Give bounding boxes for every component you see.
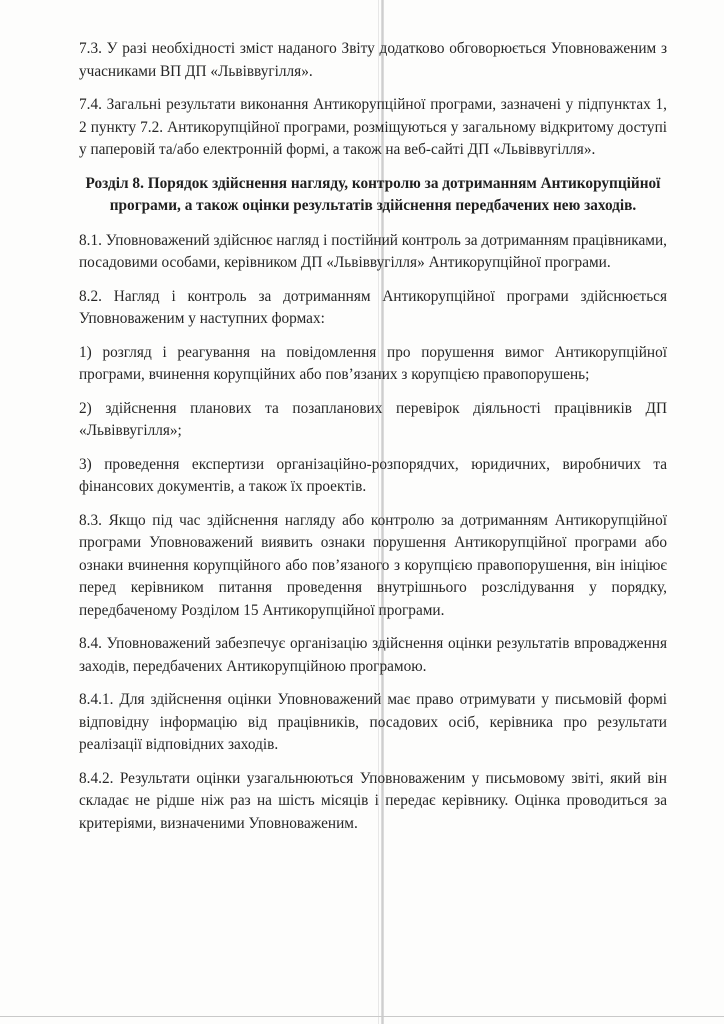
paragraph-8-2: 8.2. Нагляд і контроль за дотриманням Антикорупційної програми здійснюється Уповноваженим у наступних формах: [79,287,667,327]
section-8-heading: Розділ 8. Порядок здійснення нагляду, контролю за дотриманням Антикорупційної програми, а також оцінки результатів здійснення передбачених нею заходів. [85,174,661,214]
list-item-3: 3) проведення експертизи організаційно-розпорядчих, юридичних, виробничих та фінансових документів, а також їх проектів. [79,455,667,495]
list-item-2: 2) здійснення планових та позапланових перевірок діяльності працівників ДП «Львіввугілля»; [79,399,667,439]
paragraph-7-4: 7.4. Загальні результати виконання Антикорупційної програми, зазначені у підпунктах 1, 2 пункту 7.2. Антикорупційної програми, розміщуються у загальному відкритому доступі у паперовій та/або електронній формі, а також на веб-сайті ДП «Львіввугілля». [79,96,667,158]
scan-bottom-edge [0,1016,724,1017]
paragraph-8-4: 8.4. Уповноважений забезпечує організацію здійснення оцінки результатів впровадження заходів, передбачених Антикорупційною програмою. [79,635,667,675]
list-item-1: 1) розгляд і реагування на повідомлення про порушення вимог Антикорупційної програми, вчинення корупційних або пов’язаних з корупцією правопорушень; [79,343,667,383]
paragraph-7-3: 7.3. У разі необхідності зміст наданого Звіту додатково обговорюється Уповноваженим з учасниками ВП ДП «Львіввугілля». [79,40,667,80]
paragraph-8-1: 8.1. Уповноважений здійснює нагляд і постійний контроль за дотриманням працівниками, посадовими особами, керівником ДП «Львіввугілля» Антикорупційної програми. [79,231,667,271]
paragraph-8-4-2: 8.4.2. Результати оцінки узагальнюються Уповноваженим у письмовому звіті, який він складає не рідше ніж раз на шість місяців і передає керівнику. Оцінка проводиться за критеріями, визначеними Уповноваженим. [79,769,667,832]
paragraph-8-4-1: 8.4.1. Для здійснення оцінки Уповноважений має право отримувати у письмовій формі відповідну інформацію від працівників, посадових осіб, керівника про результати реалізації відповідних заходів. [79,691,667,753]
paragraph-8-3: 8.3. Якщо під час здійснення нагляду або контролю за дотриманням Антикорупційної програми Уповноважений виявить ознаки порушення Антикорупційної програми або ознаки вчинення корупційного або пов’язаного з корупцією правопорушення, він ініціює перед керівником питання проведення внутрішнього розслідування у порядку, передбаченому Розділом 15 Антикорупційної програми. [79,511,667,619]
document-body [79,38,667,846]
